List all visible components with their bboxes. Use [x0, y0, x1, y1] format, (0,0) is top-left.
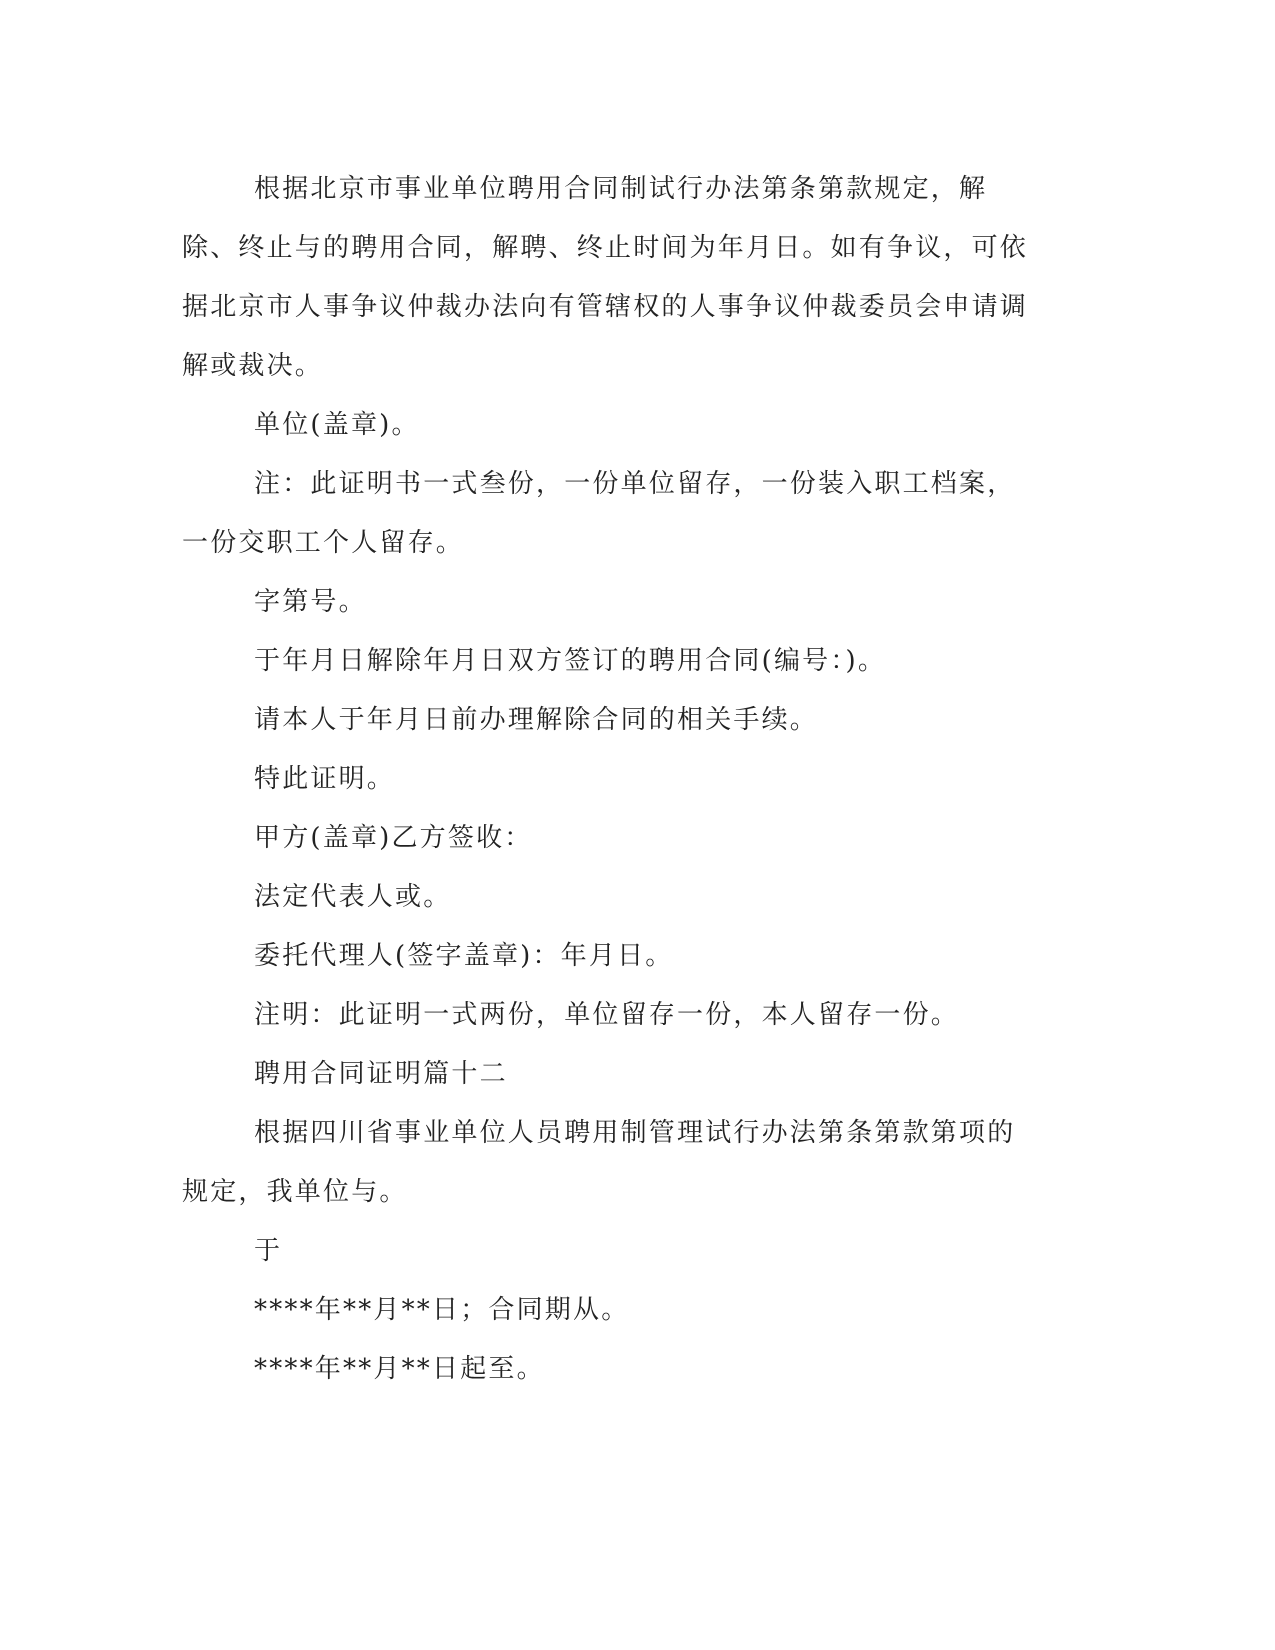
section-heading: 聘用合同证明篇十二	[254, 1059, 508, 1089]
paragraph-termination-notice: 根据北京市事业单位聘用合同制试行办法第条第款规定，解除、终止与的聘用合同，解聘、终止时间为年月日。如有争议，可依据北京市人事争议仲裁办法向有管辖权的人事争议仲裁委员会申请调解或裁决。	[182, 174, 1029, 381]
paragraph-on: 于	[254, 1236, 283, 1266]
paragraph-sichuan-regulation: 根据四川省事业单位人员聘用制管理试行办法第条第款第项的规定，我单位与。	[182, 1118, 1016, 1207]
paragraph-contract-period-until: ****年**月**日起至。	[254, 1354, 545, 1384]
paragraph-legal-representative: 法定代表人或。	[254, 882, 452, 912]
paragraph-document-number: 字第号。	[254, 587, 367, 617]
paragraph-note-copies: 注：此证明书一式叁份，一份单位留存，一份装入职工档案，一份交职工个人留存。	[182, 469, 1016, 558]
paragraph-note-two-copies: 注明：此证明一式两份，单位留存一份，本人留存一份。	[254, 1000, 960, 1030]
paragraph-contract-period-start: ****年**月**日；合同期从。	[254, 1295, 630, 1325]
document-body	[182, 160, 1030, 1399]
paragraph-hereby-certify: 特此证明。	[254, 764, 396, 794]
paragraph-procedures: 请本人于年月日前办理解除合同的相关手续。	[254, 705, 819, 735]
paragraph-contract-termination: 于年月日解除年月日双方签订的聘用合同(编号：)。	[254, 646, 887, 676]
paragraph-party-signatures: 甲方(盖章)乙方签收：	[254, 823, 533, 853]
paragraph-unit-seal: 单位(盖章)。	[254, 410, 420, 440]
paragraph-authorized-agent: 委托代理人(签字盖章)：年月日。	[254, 941, 674, 971]
